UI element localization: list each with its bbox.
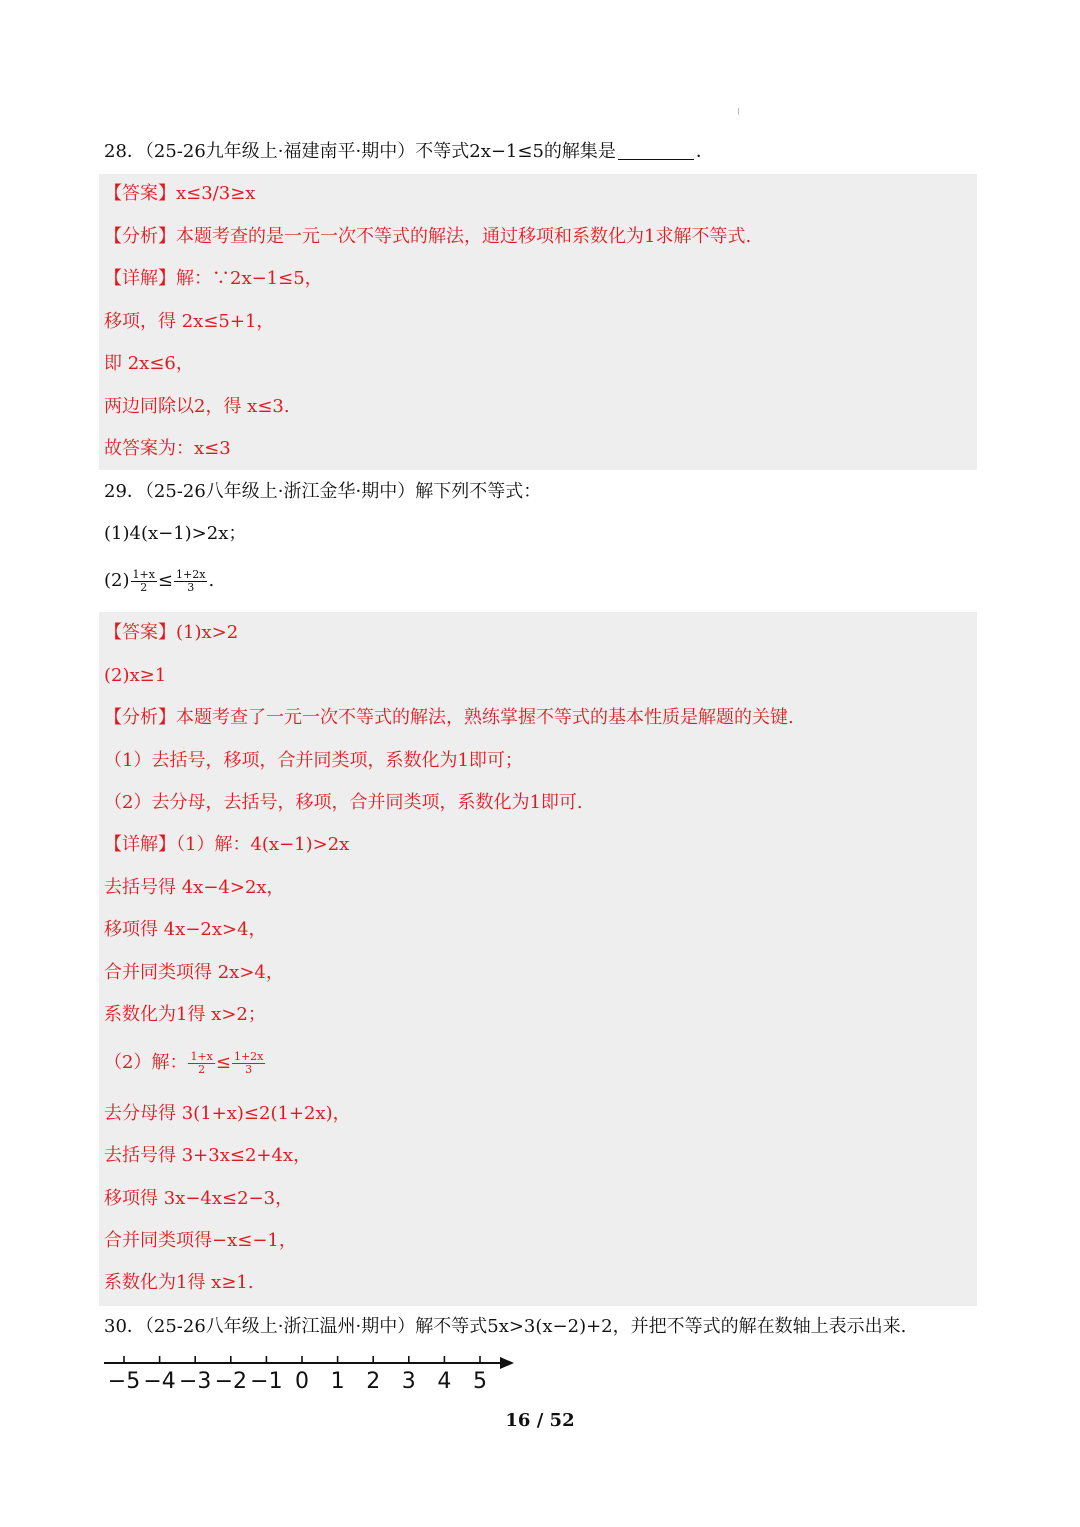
- q29-step: 移项得 3x−4x≤2−3，: [104, 1188, 294, 1209]
- number-line-label: 2: [366, 1369, 381, 1394]
- number-line-arrow: [500, 1357, 514, 1369]
- answer-blank: [618, 141, 694, 160]
- q29-step: 去分母得 3(1+x)≤2(1+2x)，: [104, 1103, 351, 1124]
- q29-step: 去括号得 4x−4>2x，: [104, 877, 285, 898]
- fraction: $\frac{1+x}{2}$: [132, 567, 155, 594]
- number-line-label: 4: [437, 1369, 452, 1394]
- number-line-label: −4: [143, 1369, 176, 1394]
- q28-step: 【详解】解：∵2x−1≤5，: [104, 268, 323, 289]
- q29-step: （2）解： $\frac{1+x}{2}$ ≤ $\frac{1+2x}{3}$: [104, 1049, 264, 1076]
- q29-part1: (1)4(x−1)>2x；: [104, 523, 247, 544]
- number-line-label: 5: [473, 1369, 487, 1394]
- q29-header: 29．（25-26八年级上·浙江金华·期中）解下列不等式：: [104, 481, 542, 502]
- q28-step: 两边同除以2，得 x≤3.: [104, 396, 290, 417]
- q29-answer: (2)x≥1: [104, 665, 167, 686]
- number-line: [100, 1350, 520, 1398]
- fraction: $\frac{1+2x}{3}$: [176, 567, 206, 594]
- fraction: $\frac{1+2x}{3}$: [233, 1049, 264, 1076]
- q29-part2: (2) $\frac{1+x}{2}$ ≤ $\frac{1+2x}{3}$ .: [104, 567, 215, 594]
- q28-header: 28．（25-26九年级上·福建南平·期中）不等式2x−1≤5的解集是 ．: [104, 141, 714, 162]
- page-number: 16 / 52: [505, 1410, 575, 1431]
- q29-answer: 【答案】(1)x>2: [104, 622, 239, 643]
- q30-header: 30．（25-26八年级上·浙江温州·期中）解不等式5x>3(x−2)+2，并把不等式的解在数轴上表示出来.: [104, 1316, 907, 1337]
- q29-step: 【详解】（1）解：4(x−1)>2x: [104, 834, 350, 855]
- q28-step: 移项，得 2x≤5+1，: [104, 311, 275, 332]
- q29-step: 移项得 4x−2x>4，: [104, 919, 267, 940]
- q28-step: 即 2x≤6，: [104, 353, 194, 374]
- q29-step: 去括号得 3+3x≤2+4x，: [104, 1145, 312, 1166]
- number-line-label: −5: [107, 1369, 141, 1394]
- number-line-label: −3: [178, 1369, 212, 1394]
- q29-analysis: 【分析】本题考查了一元一次不等式的解法，熟练掌握不等式的基本性质是解题的关键.: [104, 707, 794, 728]
- q29-analysis: （1）去括号，移项，合并同类项，系数化为1即可；: [104, 750, 523, 771]
- q29-analysis: （2）去分母，去括号，移项，合并同类项，系数化为1即可.: [104, 792, 583, 813]
- q29-step: 合并同类项得 2x>4，: [104, 962, 284, 983]
- number-line-label: −2: [214, 1369, 248, 1394]
- q28-analysis: 【分析】本题考查的是一元一次不等式的解法，通过移项和系数化为1求解不等式.: [104, 226, 752, 247]
- number-line-label: 1: [330, 1369, 345, 1394]
- q29-step: 系数化为1得 x>2；: [104, 1004, 266, 1025]
- number-line-label: 3: [401, 1369, 416, 1394]
- number-line-label: −1: [250, 1369, 283, 1394]
- q29-step: 系数化为1得 x≥1.: [104, 1272, 254, 1293]
- fraction: $\frac{1+x}{2}$: [190, 1049, 213, 1076]
- number-line-label: 0: [295, 1369, 309, 1394]
- q29-step: 合并同类项得−x≤−1，: [104, 1230, 297, 1251]
- q28-step: 故答案为：x≤3: [104, 438, 231, 459]
- q28-answer: 【答案】x≤3/3≥x: [104, 183, 256, 204]
- decorative-tick: [738, 108, 739, 115]
